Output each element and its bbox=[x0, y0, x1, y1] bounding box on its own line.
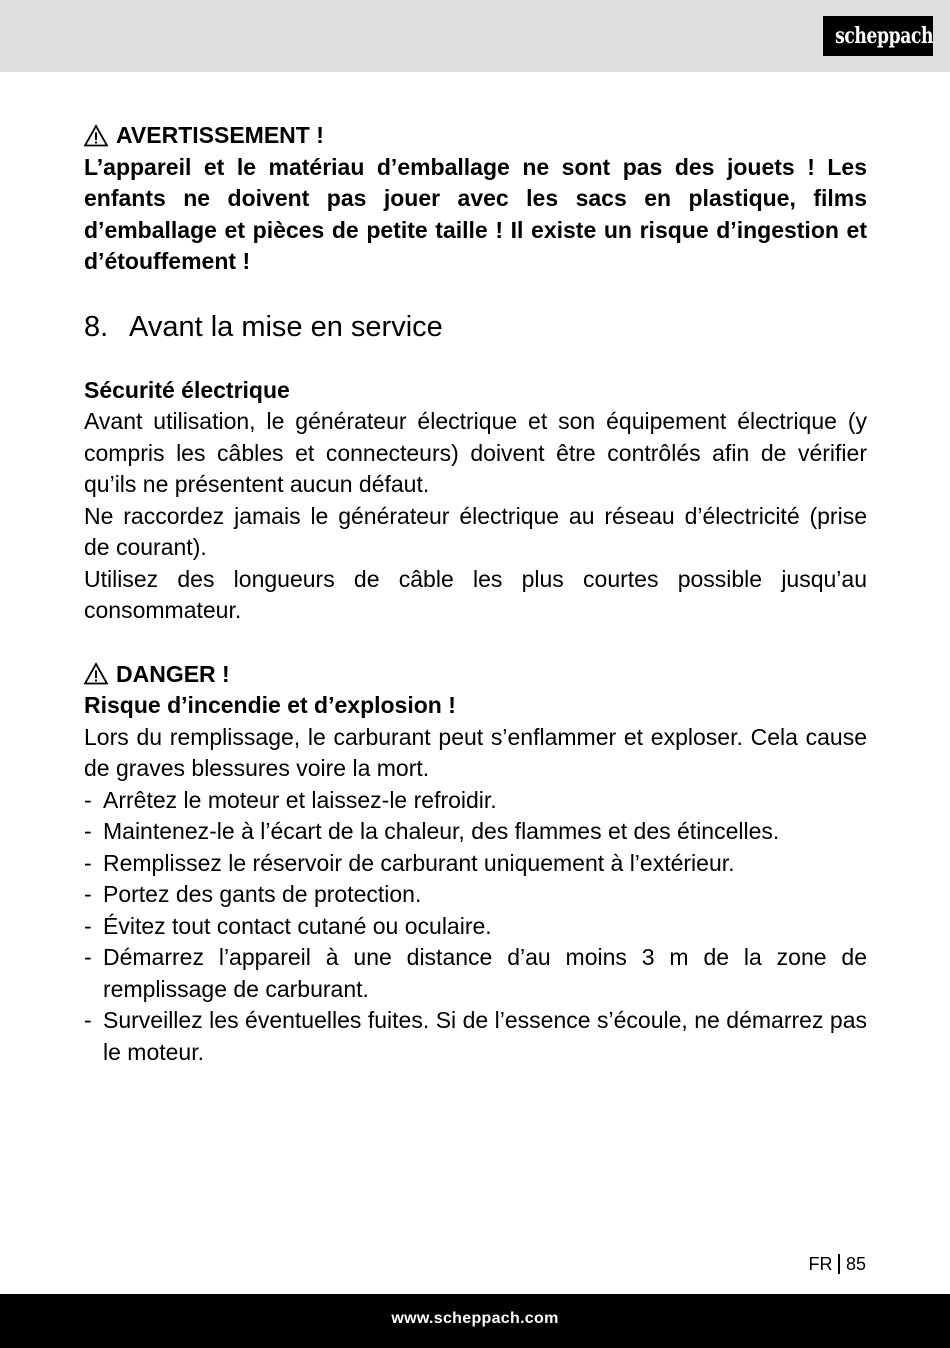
danger-block bbox=[84, 659, 867, 1069]
electrical-safety-paragraph: Utilisez des longueurs de câble les plus courtes possible jusqu’au consommateur. bbox=[84, 565, 867, 623]
page-content bbox=[84, 120, 867, 1068]
list-item-text: Portez des gants de protection. bbox=[103, 881, 422, 907]
list-item bbox=[84, 911, 867, 943]
danger-intro: Lors du remplissage, le carburant peut s’enflammer et exploser. Cela cause de graves blessures voire la mort. bbox=[84, 723, 867, 781]
warning-triangle-icon bbox=[84, 124, 108, 148]
list-item bbox=[84, 879, 867, 911]
electrical-safety-heading: Sécurité électrique bbox=[84, 376, 290, 403]
list-item-text: Arrêtez le moteur et laissez-le refroidir. bbox=[103, 786, 497, 813]
warning-block bbox=[84, 120, 867, 278]
electrical-safety-paragraph: Ne raccordez jamais le générateur électrique au réseau d’électricité (prise de courant). bbox=[84, 502, 867, 560]
warning-title-text: AVERTISSEMENT ! bbox=[116, 122, 324, 148]
bullet-marker: - bbox=[84, 881, 92, 907]
list-item bbox=[84, 942, 867, 1005]
list-item-text: Remplissez le réservoir de carburant uniquement à l’extérieur. bbox=[103, 849, 735, 876]
warning-triangle-icon bbox=[84, 662, 108, 686]
section-heading bbox=[84, 307, 867, 347]
bullet-marker: - bbox=[84, 1007, 92, 1033]
list-item-text: Surveillez les éventuelles fuites. Si de l’essence s’écoule, ne démarrez pas le moteur. bbox=[103, 1007, 867, 1065]
list-item-text: Démarrez l’appareil à une distance d’au moins 3 m de la zone de remplissage de carburant. bbox=[103, 944, 867, 1002]
warning-title bbox=[84, 120, 867, 152]
bullet-marker: - bbox=[84, 912, 92, 939]
electrical-safety-paragraph: Avant utilisation, le générateur électrique et son équipement électrique (y compris les câbles et connecteurs) doivent être contrôlés afin de vérifier qu’ils ne présentent aucun défaut. bbox=[84, 408, 867, 497]
list-item-text: Évitez tout contact cutané ou oculaire. bbox=[103, 912, 492, 939]
list-item-text: Maintenez-le à l’écart de la chaleur, des flammes et des étincelles. bbox=[103, 818, 780, 844]
list-item bbox=[84, 816, 867, 848]
page-separator bbox=[838, 1254, 840, 1274]
page-number-value: 85 bbox=[845, 1254, 866, 1274]
list-item bbox=[84, 785, 867, 817]
footer-band bbox=[0, 1294, 950, 1348]
section-number: 8. bbox=[84, 310, 109, 343]
warning-body: L’appareil et le matériau d’emballage ne sont pas des jouets ! Les enfants ne doivent pas jouer avec les sacs en plastique, films d’emballage et pièces de petite taille ! Il existe un risque d’ingestion et d’étouffement ! bbox=[84, 153, 867, 274]
header-band bbox=[0, 0, 950, 72]
page-lang: FR bbox=[808, 1254, 833, 1274]
footer-url[interactable]: www.scheppach.com bbox=[391, 1310, 559, 1327]
section-title: Avant la mise en service bbox=[129, 310, 443, 343]
list-item bbox=[84, 1005, 867, 1068]
bullet-marker: - bbox=[84, 849, 92, 876]
bullet-marker: - bbox=[84, 786, 92, 813]
page-number bbox=[808, 1250, 866, 1278]
brand-logo-text: scheppach bbox=[835, 23, 934, 49]
bullet-marker: - bbox=[84, 944, 92, 970]
danger-subtitle: Risque d’incendie et d’explosion ! bbox=[84, 692, 456, 718]
danger-title bbox=[84, 659, 867, 691]
brand-logo bbox=[823, 16, 933, 56]
list-item bbox=[84, 848, 867, 880]
bullet-marker: - bbox=[84, 818, 92, 844]
danger-list bbox=[84, 785, 867, 1069]
danger-title-text: DANGER ! bbox=[116, 660, 230, 687]
